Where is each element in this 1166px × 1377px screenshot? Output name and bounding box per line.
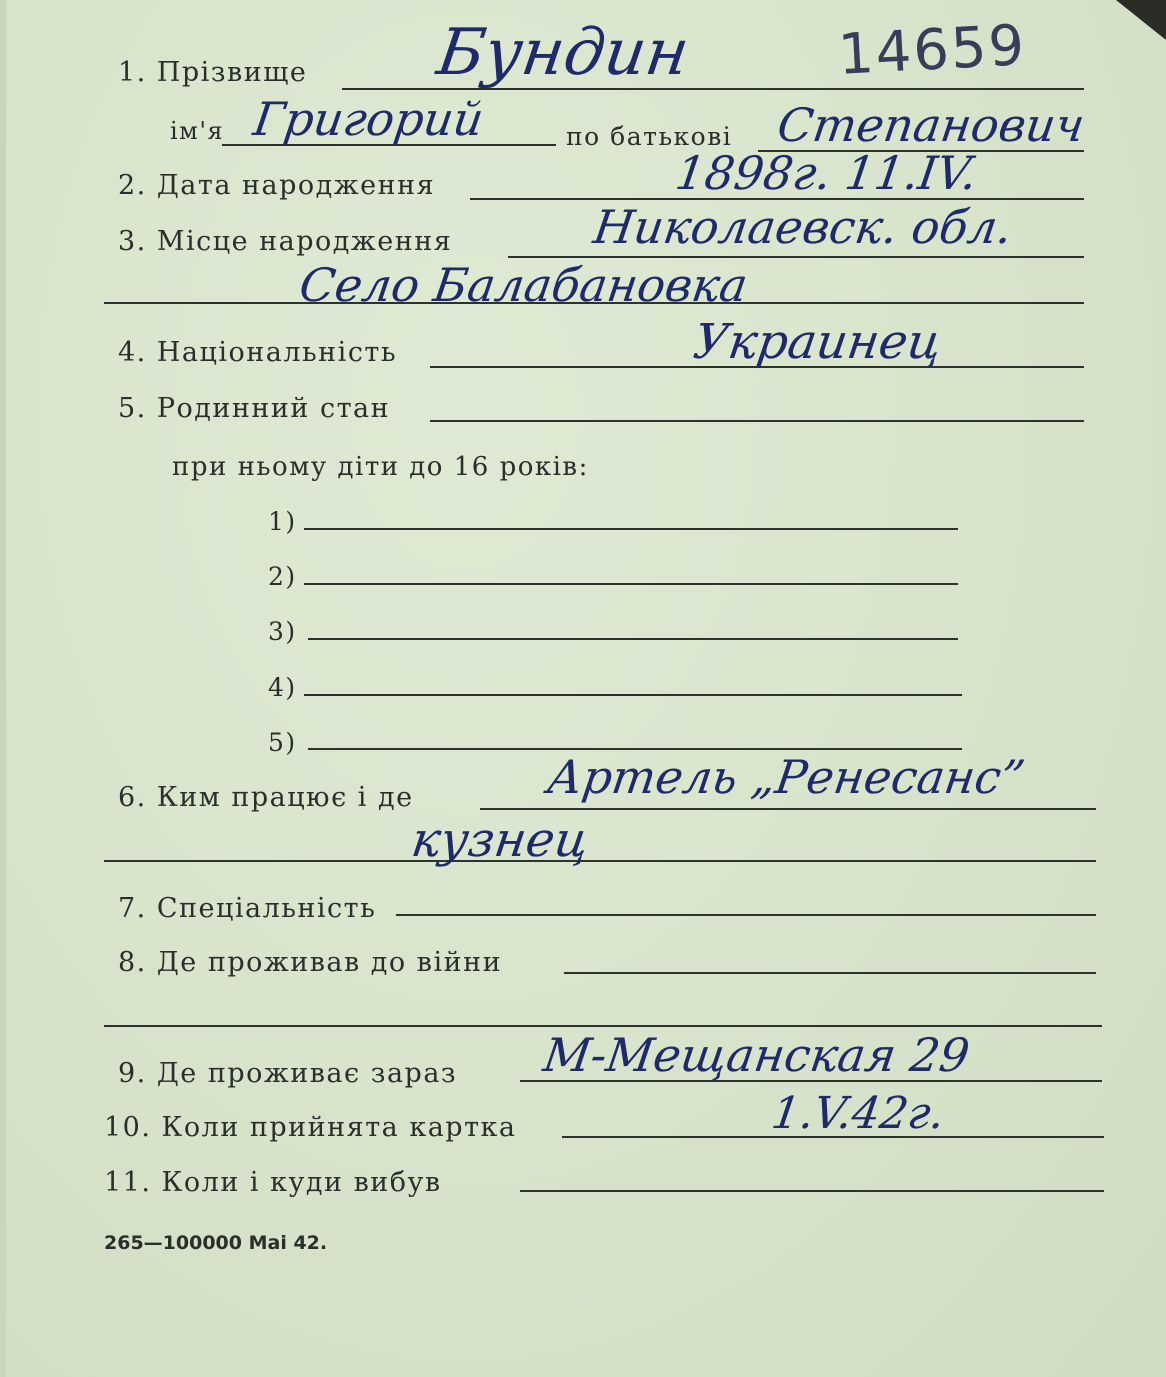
line-departed (520, 1190, 1104, 1192)
label-prewar-residence: 8. Де проживав до війни (118, 947, 503, 978)
child-1-label: 1) (268, 507, 297, 536)
label-work: 6. Ким працює і де (118, 782, 414, 813)
label-birth-place: 3. Місце народження (118, 226, 453, 257)
label-birth-date: 2. Дата народження (118, 170, 436, 201)
value-card-accepted: 1.V.42г. (768, 1088, 948, 1139)
value-work: Артель „Ренесанс” (544, 750, 1029, 804)
child-2-line (304, 583, 958, 585)
child-4-line (304, 694, 962, 696)
line-prewar-residence (564, 972, 1096, 974)
line-marital-status (430, 420, 1084, 422)
label-nationality: 4. Національність (118, 337, 398, 368)
line-work-2 (104, 860, 1096, 862)
label-departed: 11. Коли і куди вибув (104, 1167, 442, 1198)
child-4-label: 4) (268, 673, 297, 702)
line-prewar-residence-2 (104, 1025, 1102, 1027)
line-speciality (396, 914, 1096, 916)
child-1-line (304, 528, 958, 530)
print-run-footer: 265—100000 Mai 42. (104, 1232, 328, 1254)
value-birth-date: 1898г. 11.IV. (672, 146, 981, 200)
value-surname: Бундин (432, 16, 694, 90)
archive-number: 14659 (836, 13, 1028, 88)
label-marital-status: 5. Родинний стан (118, 393, 391, 424)
label-name: ім'я (170, 117, 225, 145)
label-card-accepted: 10. Коли прийнята картка (104, 1112, 517, 1143)
child-2-label: 2) (268, 562, 297, 591)
value-current-residence: М-Мещанская 29 (540, 1028, 973, 1082)
child-5-label: 5) (268, 728, 297, 757)
child-3-line (308, 638, 958, 640)
paper-edge (0, 0, 6, 1377)
label-surname: 1. Прізвище (118, 57, 308, 88)
value-birth-place: Николаевск. обл. (590, 200, 1016, 254)
child-3-label: 3) (268, 617, 297, 646)
value-nationality: Украинец (690, 314, 946, 370)
line-work (480, 808, 1096, 810)
value-birth-place-2: Село Балабановка (296, 258, 751, 312)
torn-corner (1116, 0, 1166, 40)
value-work-2: кузнец (408, 812, 593, 868)
label-current-residence: 9. Де проживає зараз (118, 1058, 458, 1089)
label-speciality: 7. Спеціальність (118, 893, 377, 924)
value-patronymic: Степанович (774, 98, 1088, 152)
label-children: при ньому діти до 16 років: (172, 452, 589, 482)
value-name: Григорий (250, 92, 487, 146)
label-patronymic: по батькові (566, 122, 733, 151)
